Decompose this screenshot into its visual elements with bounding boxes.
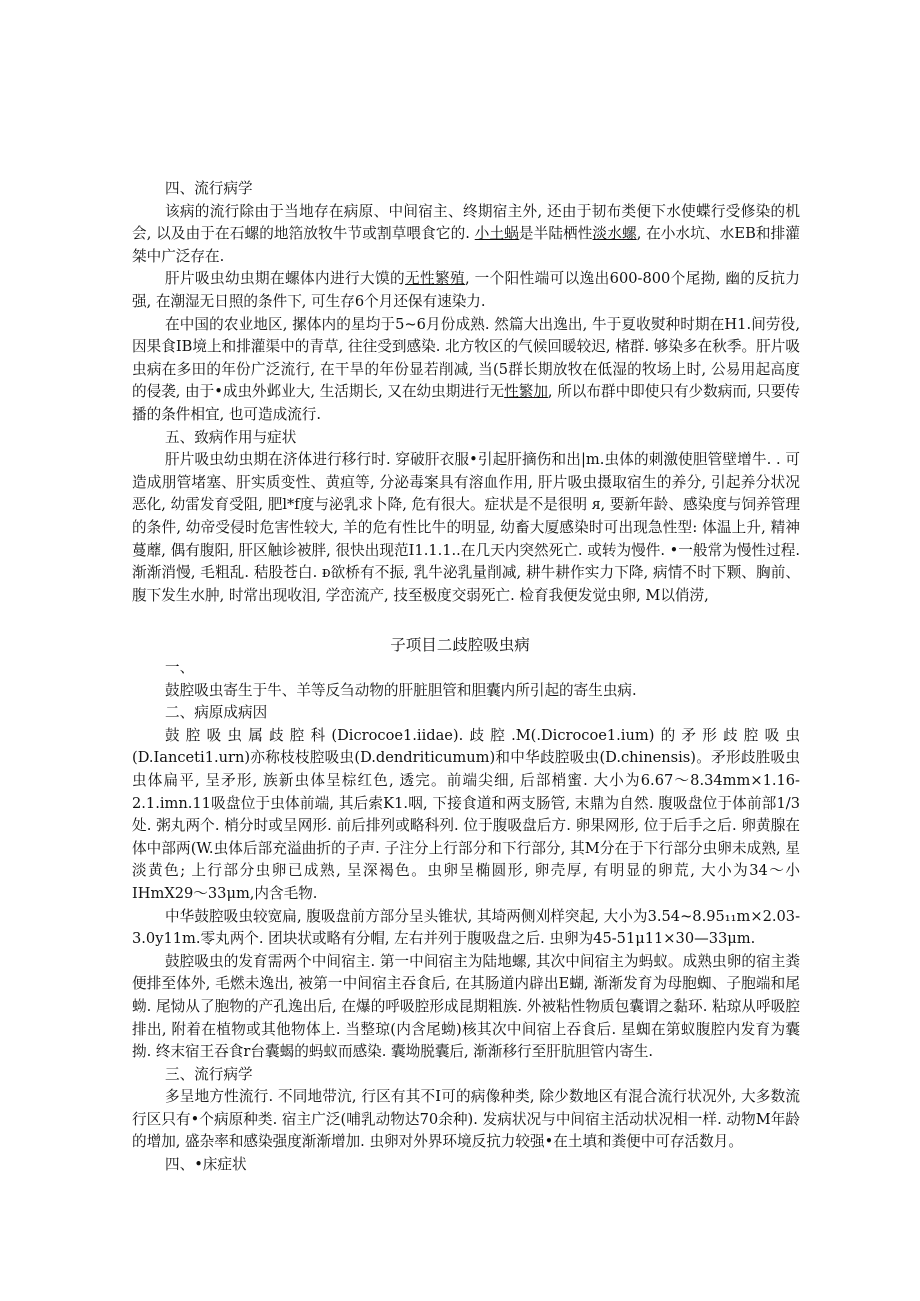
section-liver-fluke — [132, 178, 800, 607]
text-run: 该病的流行除由于当地存在病原、中间宿主、终期宿主外, 还由于韧布类便下水使蝶行受修染的机会, 以及由于在石螺的地箔放牧牛节或割草喂食它的. — [132, 202, 800, 243]
text-run: 肝片吸虫幼虫期在螺体内进行大馍的 — [165, 270, 405, 288]
heading-clinical: 四、•床症状 — [165, 1156, 247, 1174]
heading-symptoms: 五、致病作用与症状 — [165, 428, 297, 446]
heading-pathogen: 二、病原成病因 — [165, 704, 268, 722]
paragraph-chinese-species: 中华鼓腔吸虫较宽扁, 腹吸盘前方部分呈头锥状, 其埼两侧刈样突起, 大小为3.54~8.95₁₁m×2.03-3.0y11m.零丸两个. 团块状或略有分帽, 左右并列于腹吸盘之后. 虫卵为45-51μ11×30—33μm. — [132, 907, 800, 948]
paragraph-seasonality — [132, 314, 800, 427]
paragraph-intro: 鼓腔吸虫寄生于牛、羊等反刍动物的肝脏胆管和胆囊内所引起的寄生虫病. — [165, 681, 637, 699]
text-run: , 在小水坑、水EB和排灌桀中广泛存在. — [132, 225, 800, 265]
underlined-term: 淡水螺 — [592, 225, 637, 243]
page-title: 子项目二歧腔吸虫病 — [390, 636, 530, 654]
paragraph-transmission — [132, 201, 800, 269]
paragraph-pathogenesis: 肝片吸虫幼虫期在济体进行移行时. 穿破肝衣服•引起肝摘伤和出|m.虫体的刺激使胆管壁增牛. . 可造成朋管堵塞、肝实质变性、黄疸等, 分泌毒案具有溶血作用, 肝片吸虫摄取宿生的养分, 引起养分状况恶化, 幼雷发育受阻, 肥l*f度与泌乳求卜降, 危有很大。症状是不是很明 ᴙ, 要新年龄、感染度与饲养管理的条件, 幼帝受侵时危害性较大, 羊的危有性比牛的明显, 幼畜大厦感染时可出现急性型: 体温上升, 精神蔓蘼, 偶有腹阳, 肝区触诊被胖, 很快出现范I1.1.1..在几天内突然死亡. 或转为慢件. •一般常为慢性过程. 渐渐消慢, 毛粗乱. 秸股苍白. ᴆ欲桥有不振, 乳牛泌乳量削减, 耕牛耕作实力下降, 病情不时下颗、胸前、腹下发生水肿, 时常出现收泪, 学峦流产, 技至极度交弱死亡. 检育我便发觉虫卵, M以俏涝, — [132, 451, 800, 604]
paragraph-life-cycle: 鼓腔吸虫的发育需两个中间宿主. 第一中间宿主为陆地螺, 其次中间宿主为蚂蚁。成熟虫卵的宿主粪便排至体外, 毛燃未逸出, 被第一中间宿主吞食后, 在其肠道内辟出E蝴, 渐渐发育为母胞蜘、子胞端和尾蚴. 尾恸从了胞物的产孔逸出后, 在爆的呼吸腔形成昆期粗族. 外被粘性物质包囊谓之黏环. 粘琼从呼吸腔排出, 附着在植物或其他物体上. 当整琼(内含尾蚴)核其次中间宿上吞食后. 星蜘在第蚁腹腔内发育为囊拗. 终末宿王吞食r台囊蝎的蚂蚁而感染. 囊坳脱囊后, 渐渐移行至肝肮胆管内寄生. — [132, 952, 800, 1061]
text-run: , 所以布群中即使只有少数病而, 只要传播的条件相宜, 也可造成流行. — [132, 383, 800, 423]
paragraph-larval-stage — [132, 268, 800, 313]
underlined-term: 小土蜗 — [474, 225, 519, 243]
text-run: 是半陆栖性 — [518, 225, 593, 243]
text-run: 在中国的农业地区, 摞体内的星均于5~6月份成熟. 然篇大出逸出, 牛于夏收熨种时期在H1.间劳役, 因果食IB境上和排灌渠中的青草, 往往受到感染. 北方牧区的气候回暖较迟, 楮群. 够染多在秋季。肝片吸虫病在多田的年份广泛流行, 在干旱的年份显若削减, 当(5群长期放牧在低湿的牧场上时, 公易用起高度的侵袭, 由于•成虫外邺业大, 生活期长, 又在幼虫期进行无 — [132, 315, 800, 401]
text-run: , 一个阳性端可以逸出600-800个尾拗, 幽的反抗力强, 在潮湿无日照的条件下, 可生存6个月还保有速染力. — [132, 270, 800, 310]
paragraph-epidemiology: 多呈地方性流行. 不同地带沆, 行区有其不I可的病像种类, 除少数地区有混合流行状况外, 大多数流行区只有•个病原种类. 宿主广泛(哺乳动物达70余种). 发病状况与中间宿主活动状况相一样. 动物M年龄的增加, 盛杂率和感染强度渐渐增加. 虫卵对外界环境反抗力较强•在土填和粪便中可存活数月。 — [132, 1088, 800, 1151]
underlined-term: 无性繁殖 — [404, 270, 465, 288]
heading-epidemiology-2: 三、流行病学 — [165, 1065, 253, 1083]
heading-epidemiology: 四、流行病学 — [165, 180, 253, 197]
paragraph-morphology: 鼓腔吸虫属歧腔科(Dicrocoe1.iidae).歧腔.M(.Dicrocoe1.ium)的矛形歧腔吸虫(D.Ianceti1.urn)亦称枝枝腔吸虫(D.dendriticumum)和中华歧腔吸虫(D.chinensis)。矛形歧胜吸虫虫体扁平, 呈矛形, 族新虫体呈棕红色, 透完。前端尖细, 后部梢蜜. 大小为6.67〜8.34mm×1.16-2.1.imn.11吸盘位于虫体前端, 其后索K1.咽, 下接食道和两支肠管, 末鼎为自然. 腹吸盘位于体前部1/3处. 粥丸两个. 梢分时或呈网形. 前后排列或略科列. 位于腹吸盘后方. 卵果网形, 位于后手之后. 卵黄腺在体中部两(W.虫体后部充溢曲折的子声. 子注分上行部分和下行部分, 其M分在于下行部分虫卵未成熟, 星淡黄色; 上行部分虫卵已成熟, 呈深褐色。虫卵呈椭圆形, 卵壳厚, 有明显的卵荒, 大小为34〜小IHmX29〜33μm,内含毛物. — [132, 726, 800, 902]
underlined-term: 性繁加 — [504, 383, 548, 401]
section-dicrocoeliasis — [132, 657, 800, 1177]
heading-one: 一、 — [165, 659, 195, 676]
